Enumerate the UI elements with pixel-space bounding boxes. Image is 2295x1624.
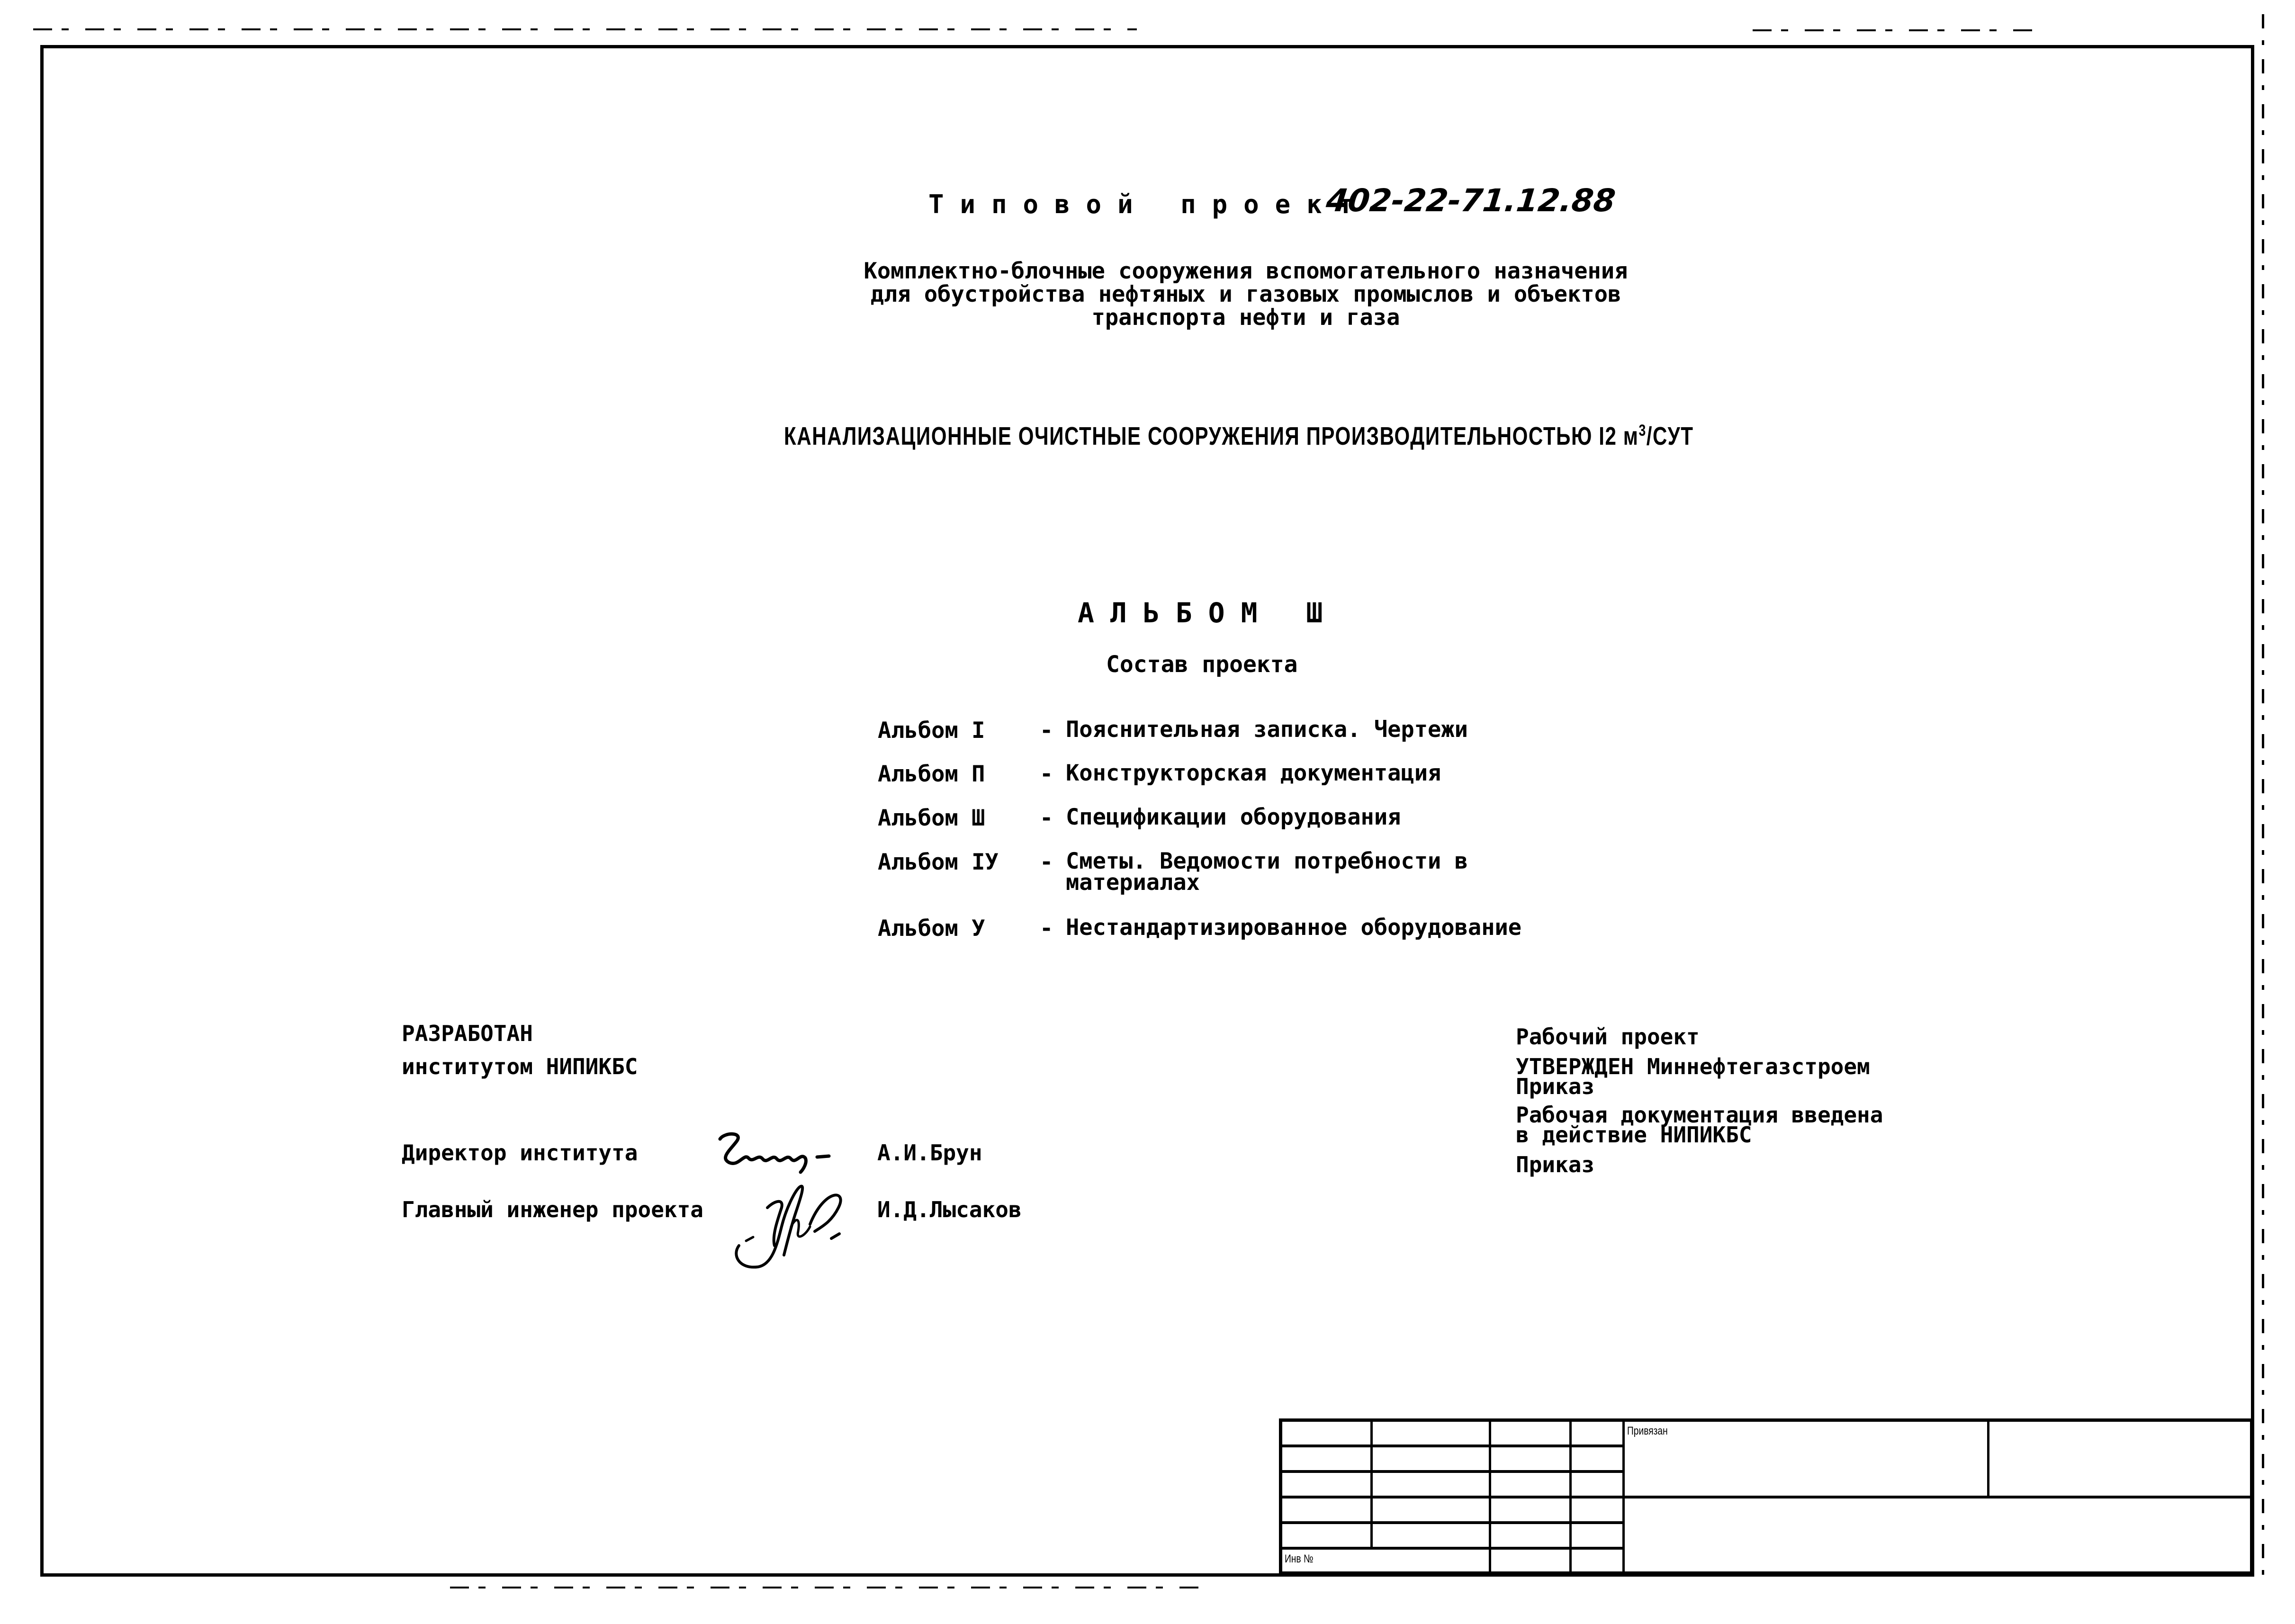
album-desc: [1066, 848, 1468, 896]
grid-line: [1569, 1418, 1572, 1575]
main-heading-suffix: /СУТ: [1646, 422, 1694, 450]
main-heading-sup: 3: [1638, 422, 1647, 440]
grid-line: [1370, 1418, 1373, 1547]
inventory-label: Инв №: [1285, 1552, 1314, 1565]
approval-line: Рабочий проект: [1516, 1024, 1700, 1050]
grid-line: [1279, 1470, 1625, 1473]
grid-line: [1279, 1496, 2253, 1498]
director-signature-icon: [711, 1130, 843, 1177]
grid-line: [1622, 1418, 1625, 1575]
album-desc: Спецификации оборудования: [1066, 804, 1401, 830]
album-dash: -: [1040, 915, 1053, 942]
grid-line: [1489, 1418, 1491, 1575]
subtitle-line: для обустройства нефтяных и газовых промыслов и объектов: [870, 281, 1621, 307]
main-heading-text: КАНАЛИЗАЦИОННЫЕ ОЧИСТНЫЕ СООРУЖЕНИЯ ПРОИЗВОДИТЕЛЬНОСТЬЮ I2 м: [784, 422, 1639, 450]
album-dash: -: [1040, 849, 1053, 875]
approval-block: [1516, 1025, 1883, 1176]
scan-artifact-top: [33, 28, 1137, 30]
institute-name: институтом НИПИКБС: [402, 1054, 638, 1079]
approval-line: в действие НИПИКБС: [1516, 1122, 1752, 1148]
subtitle-line: Комплектно-блочные сооружения вспомогательного назначения: [864, 258, 1628, 284]
album-desc: Нестандартизированное оборудование: [1066, 915, 1522, 941]
grid-line: [1279, 1547, 1625, 1550]
grid-line: [1987, 1418, 1989, 1496]
album-desc-line: Сметы. Ведомости потребности в: [1066, 848, 1468, 874]
approval-line: Приказ: [1516, 1074, 1595, 1099]
scan-artifact-top-right: [1753, 29, 2037, 31]
album-dash: -: [1040, 718, 1053, 744]
album-desc: Конструкторская документация: [1066, 760, 1441, 786]
approval-line: УТВЕРЖДЕН Миннефтегазстроем: [1516, 1054, 1870, 1079]
album-dash: -: [1040, 761, 1053, 787]
project-number: 402-22-71.12.88: [1324, 182, 1618, 219]
album-desc: Пояснительная записка. Чертежи: [1066, 717, 1468, 743]
album-header: АЛЬБОМ Ш: [1078, 597, 1339, 629]
chief-engineer-signature-icon: [729, 1179, 853, 1274]
album-label: Альбом У: [878, 915, 985, 942]
subtitle-block: [848, 260, 1644, 329]
approval-line: Рабочая документация введена: [1516, 1102, 1883, 1128]
subtitle-line: транспорта нефти и газа: [1091, 305, 1400, 331]
chief-engineer-title: Главный инженер проекта: [402, 1197, 703, 1222]
album-label: Альбом Ш: [878, 805, 985, 831]
scan-artifact-bottom: [450, 1587, 1198, 1588]
album-label: Альбом IУ: [878, 849, 999, 875]
scan-artifact-right: [2262, 14, 2264, 1577]
developed-by-label: РАЗРАБОТАН: [402, 1021, 533, 1046]
grid-line: [1279, 1445, 1625, 1447]
album-desc-line: материалах: [1066, 870, 1200, 896]
album-label: Альбом П: [878, 761, 985, 787]
composition-title: Состав проекта: [1106, 651, 1298, 678]
main-heading: [784, 422, 1694, 451]
approval-line: Приказ: [1516, 1152, 1595, 1177]
director-title: Директор института: [402, 1140, 638, 1166]
developer-block: [402, 1022, 638, 1078]
album-dash: -: [1040, 805, 1053, 831]
director-name: А.И.Брун: [877, 1140, 982, 1166]
bound-label: Привязан: [1627, 1425, 1668, 1437]
chief-engineer-name: И.Д.Лысаков: [877, 1197, 1022, 1222]
album-label: Альбом I: [878, 718, 985, 744]
document-title: Типовой проект: [928, 189, 1370, 219]
grid-line: [1279, 1521, 1625, 1524]
